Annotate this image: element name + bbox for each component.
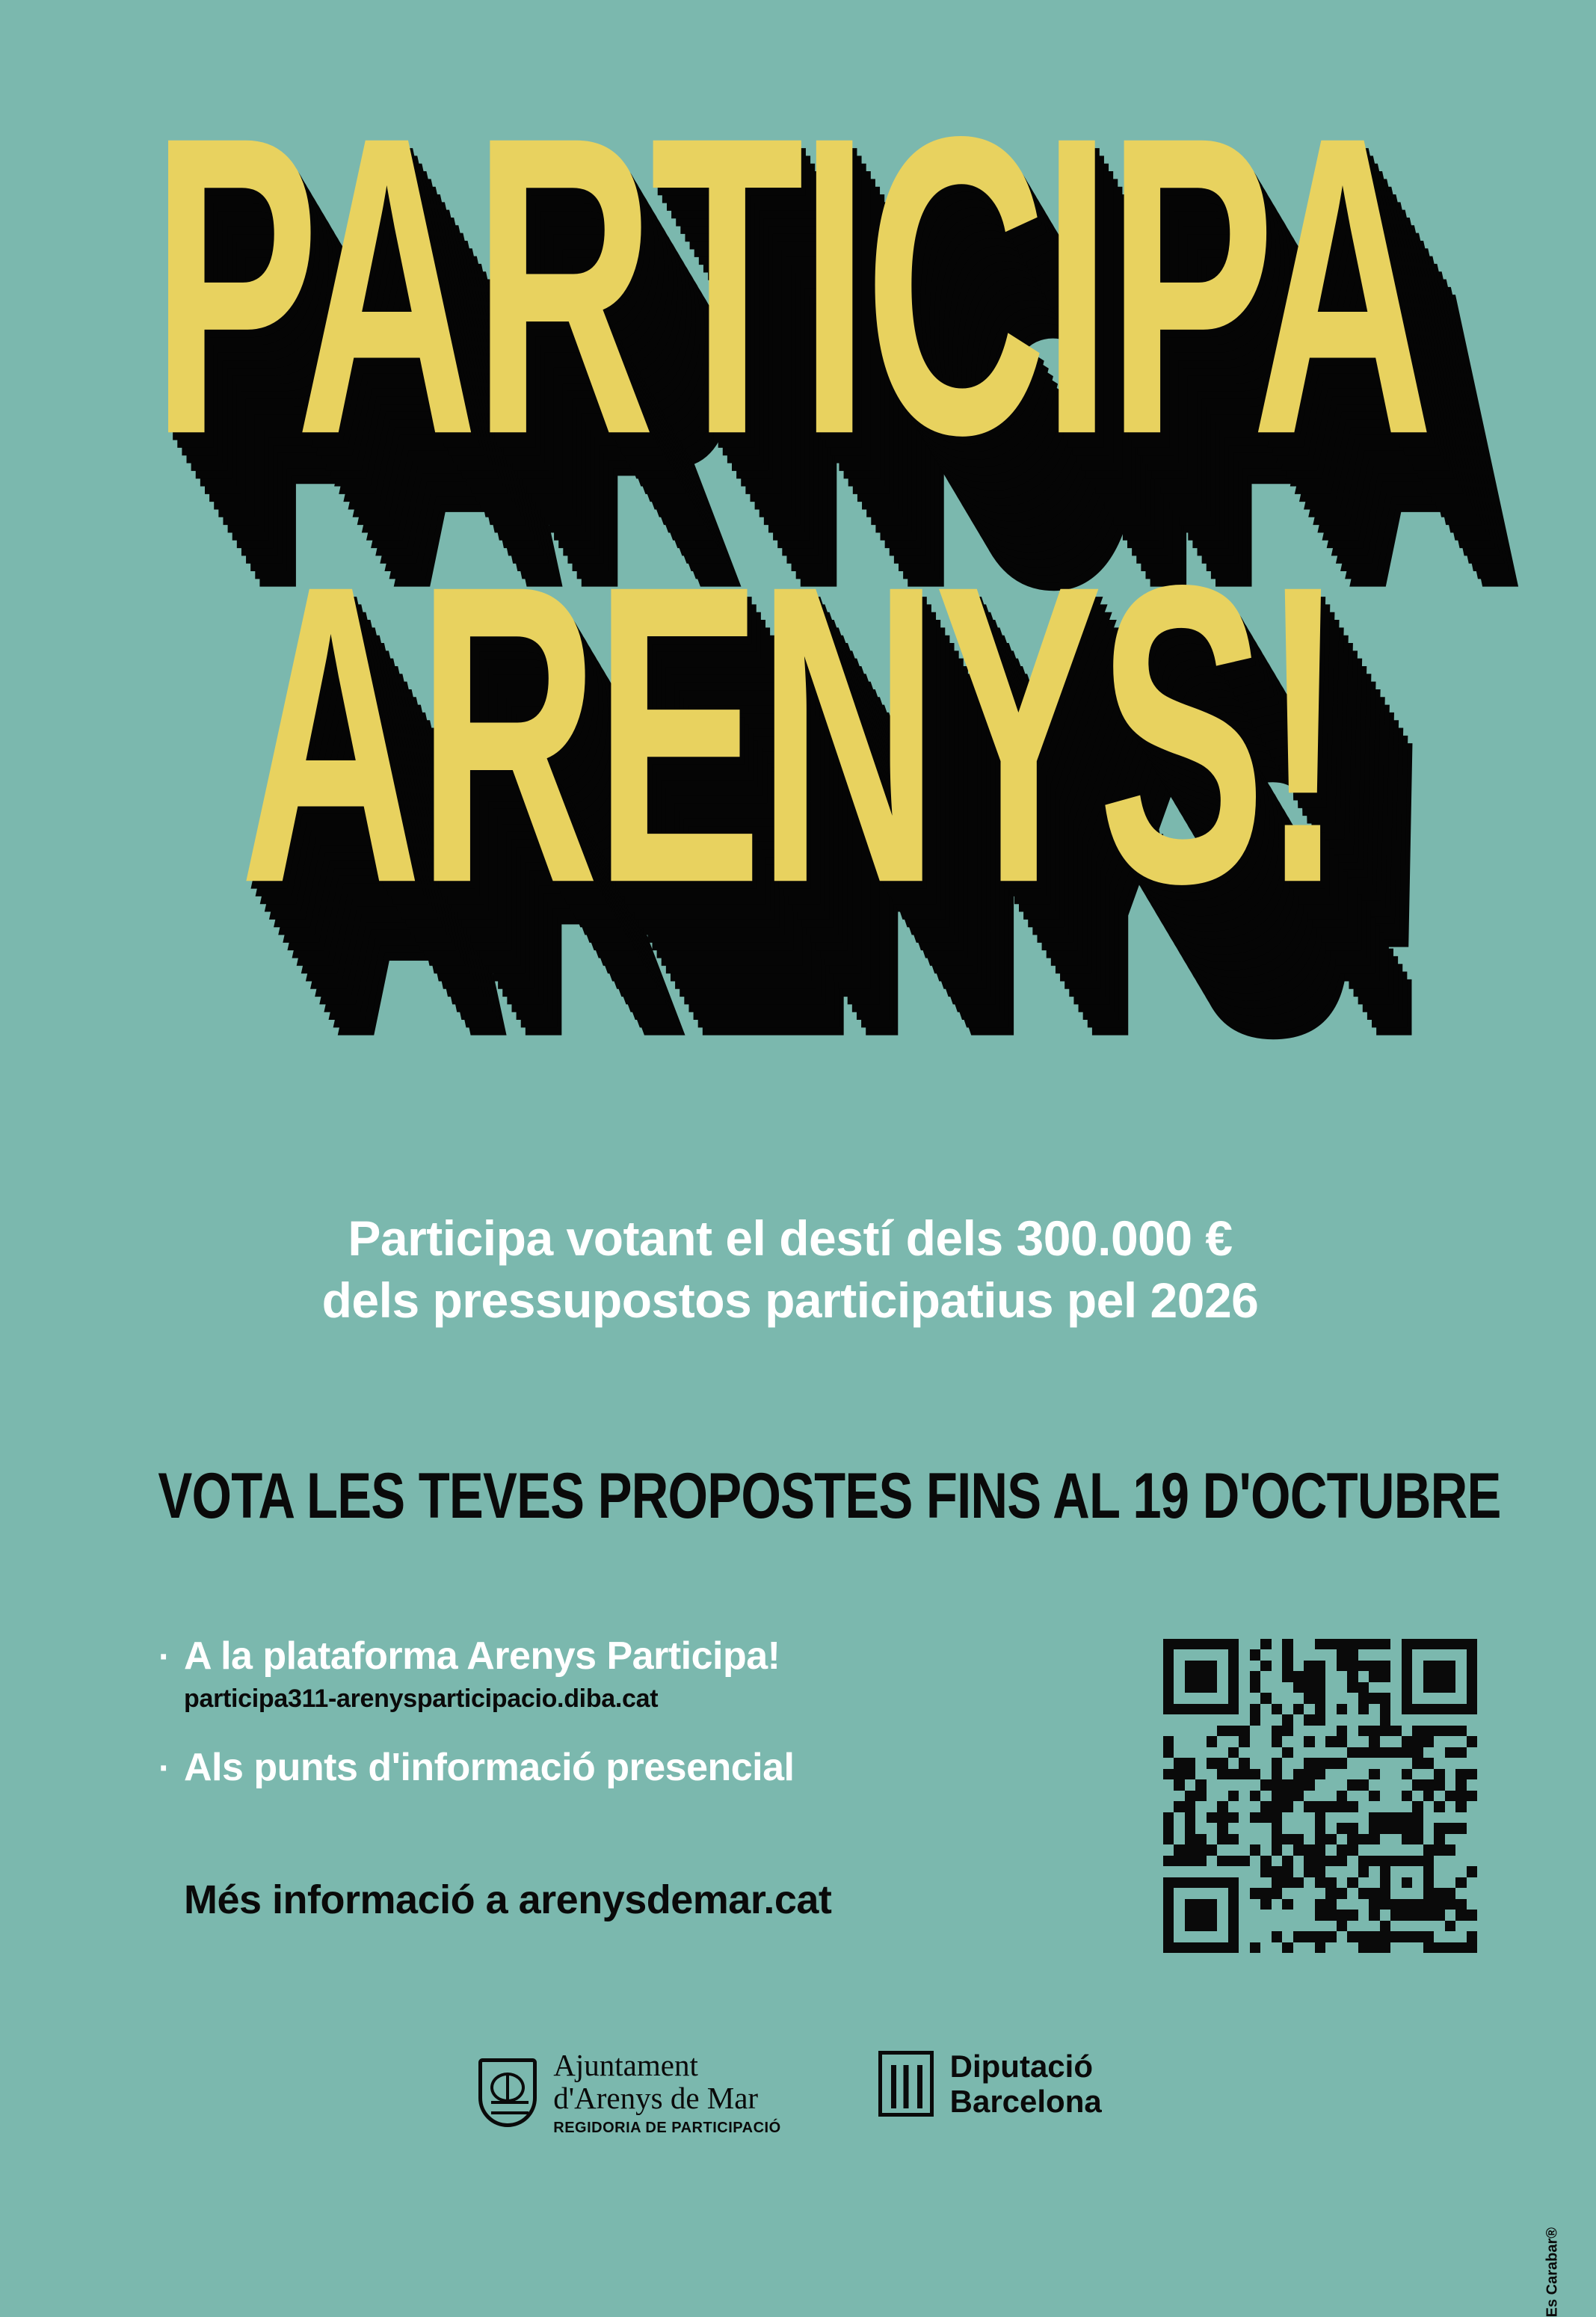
qr-code-icon[interactable] — [1163, 1639, 1477, 1953]
logo1-line-1: Ajuntament — [553, 2048, 698, 2082]
subtitle — [0, 1207, 1580, 1331]
logo1-line-3: REGIDORIA DE PARTICIPACIÓ — [553, 2119, 781, 2136]
headline-line-2: ARENYS! — [239, 496, 1341, 971]
info-bullets — [158, 1634, 1100, 1790]
headline-block — [0, 48, 1580, 1181]
diputacio-barcelona-crest-icon — [878, 2051, 934, 2117]
arenys-de-mar-crest-icon — [478, 2058, 537, 2127]
logo-ajuntament-arenys — [478, 2049, 780, 2136]
headline-line-1: PARTICIPA — [151, 48, 1429, 523]
list-item — [158, 1745, 1100, 1790]
bullet-dot-icon: · — [158, 1637, 170, 1677]
bullet-label-presencial: Als punts d'informació presencial — [184, 1746, 795, 1789]
logo2-line-1: Diputació — [949, 2049, 1093, 2084]
more-info-text: Més informació a arenysdemar.cat — [184, 1877, 832, 1922]
bullet-label-platform: A la plataforma Arenys Participa! — [184, 1634, 780, 1678]
bullet-dot-icon: · — [158, 1749, 170, 1788]
logo2-line-2: Barcelona — [949, 2084, 1102, 2120]
logo-diputacio-barcelona — [878, 2049, 1102, 2119]
list-item — [158, 1634, 1100, 1678]
subtitle-line-2: dels pressupostos participatius pel 2026 — [321, 1272, 1259, 1328]
footer-logos — [0, 2049, 1580, 2136]
designer-credit: Es Carabar® — [1544, 2227, 1560, 2317]
subtitle-line-1: Participa votant el destí dels 300.000 € — [348, 1210, 1233, 1266]
deadline-banner: VOTA LES TEVES PROPOSTES FINS AL 19 D'OCTUBRE — [158, 1460, 1501, 1532]
logo1-line-2: d'Arenys de Mar — [553, 2081, 759, 2116]
platform-url[interactable]: participa311-arenysparticipacio.diba.cat — [184, 1684, 659, 1713]
